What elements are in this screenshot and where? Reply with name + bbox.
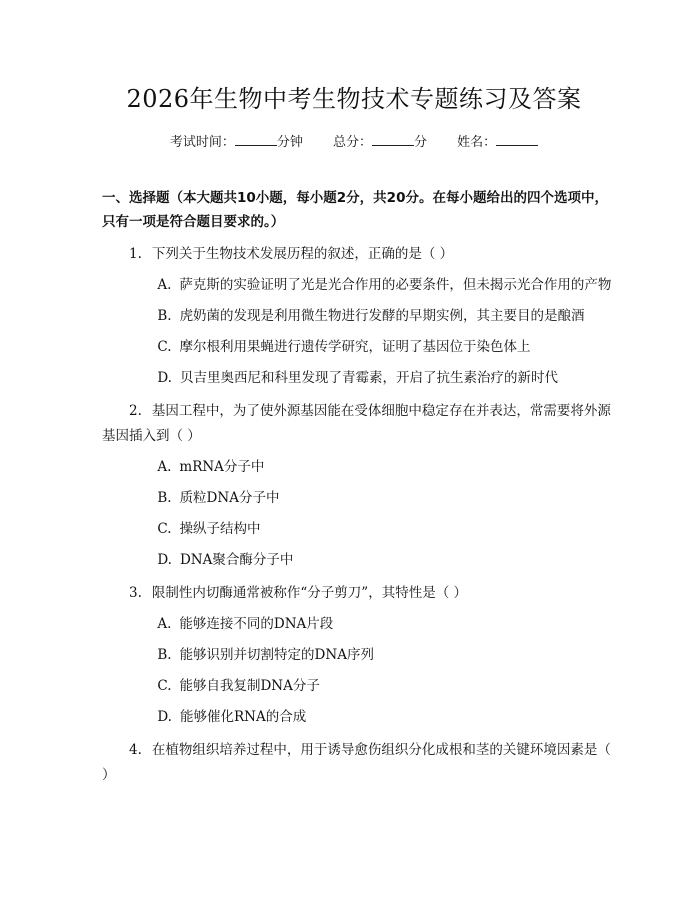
option-3b [102, 643, 614, 668]
option-letter: A. [157, 459, 172, 475]
question-1 [102, 242, 614, 267]
option-2c [102, 517, 614, 542]
exam-time-blank [235, 133, 277, 146]
exam-info-line [104, 133, 604, 152]
total-score-field [333, 133, 427, 152]
exam-time-label: 考试时间： [169, 135, 235, 150]
question-number: 3. [129, 585, 142, 601]
option-2a [102, 455, 614, 480]
option-text: 质粒DNA分子中 [179, 490, 280, 506]
option-1b [102, 304, 614, 329]
section-heading: 一、选择题（本大题共10小题，每小题2分，共20分。在每小题给出的四个选项中，只有一项是符合题目要求的。） [102, 190, 608, 230]
question-4 [102, 738, 614, 788]
option-letter: C. [157, 339, 172, 355]
option-letter: A. [157, 616, 172, 632]
option-text: 操纵子结构中 [179, 521, 261, 537]
option-letter: B. [157, 490, 172, 506]
option-text: 摩尔根利用果蝇进行遗传学研究，证明了基因位于染色体上 [179, 339, 531, 355]
option-letter: C. [157, 678, 172, 694]
exam-time-unit: 分钟 [276, 135, 303, 150]
option-text: 能够识别并切割特定的DNA序列 [179, 647, 374, 663]
question-3 [102, 581, 614, 606]
option-1d [102, 366, 614, 391]
total-score-blank [372, 133, 414, 146]
question-text: 限制性内切酶通常被称作“分子剪刀”，其特性是（ ） [151, 585, 467, 601]
option-text: 贝吉里奥西尼和科里发现了青霉素，开启了抗生素治疗的新时代 [179, 370, 558, 386]
option-2b [102, 486, 614, 511]
exam-title: 2026年生物中考生物技术专题练习及答案 [126, 85, 582, 113]
option-letter: D. [157, 709, 172, 725]
option-text: mRNA分子中 [179, 459, 265, 475]
option-letter: D. [157, 370, 172, 386]
option-2d [102, 548, 614, 573]
total-score-unit: 分 [414, 135, 428, 150]
option-letter: C. [157, 521, 172, 537]
name-label: 姓名： [457, 135, 497, 150]
option-3a [102, 612, 614, 637]
question-2 [102, 399, 614, 449]
option-text: DNA聚合酶分子中 [179, 552, 294, 568]
name-blank [496, 133, 538, 146]
question-text: 下列关于生物技术发展历程的叙述，正确的是（ ） [151, 246, 454, 262]
option-text: 能够连接不同的DNA片段 [179, 616, 334, 632]
option-text: 虎奶菌的发现是利用微生物进行发酵的早期实例，其主要目的是酿酒 [179, 308, 585, 324]
option-3d [102, 705, 614, 730]
question-text: 在植物组织培养过程中，用于诱导愈伤组织分化成根和茎的关键环境因素是（ ） [102, 742, 611, 783]
option-letter: B. [157, 308, 172, 324]
exam-time-field [170, 133, 303, 152]
question-number: 2. [129, 403, 142, 419]
option-1c [102, 335, 614, 360]
option-text: 能够催化RNA的合成 [179, 709, 307, 725]
option-letter: D. [157, 552, 172, 568]
option-letter: A. [157, 277, 172, 293]
option-text: 能够自我复制DNA分子 [179, 678, 320, 694]
option-1a [102, 273, 614, 298]
name-field [457, 133, 538, 152]
option-letter: B. [157, 647, 172, 663]
question-number: 1. [129, 246, 142, 262]
question-number: 4. [129, 742, 142, 758]
question-text: 基因工程中，为了使外源基因能在受体细胞中稳定存在并表达，常需要将外源基因插入到（ ） [102, 403, 611, 444]
total-score-label: 总分： [332, 135, 372, 150]
option-text: 萨克斯的实验证明了光是光合作用的必要条件，但未揭示光合作用的产物 [179, 277, 612, 293]
option-3c [102, 674, 614, 699]
